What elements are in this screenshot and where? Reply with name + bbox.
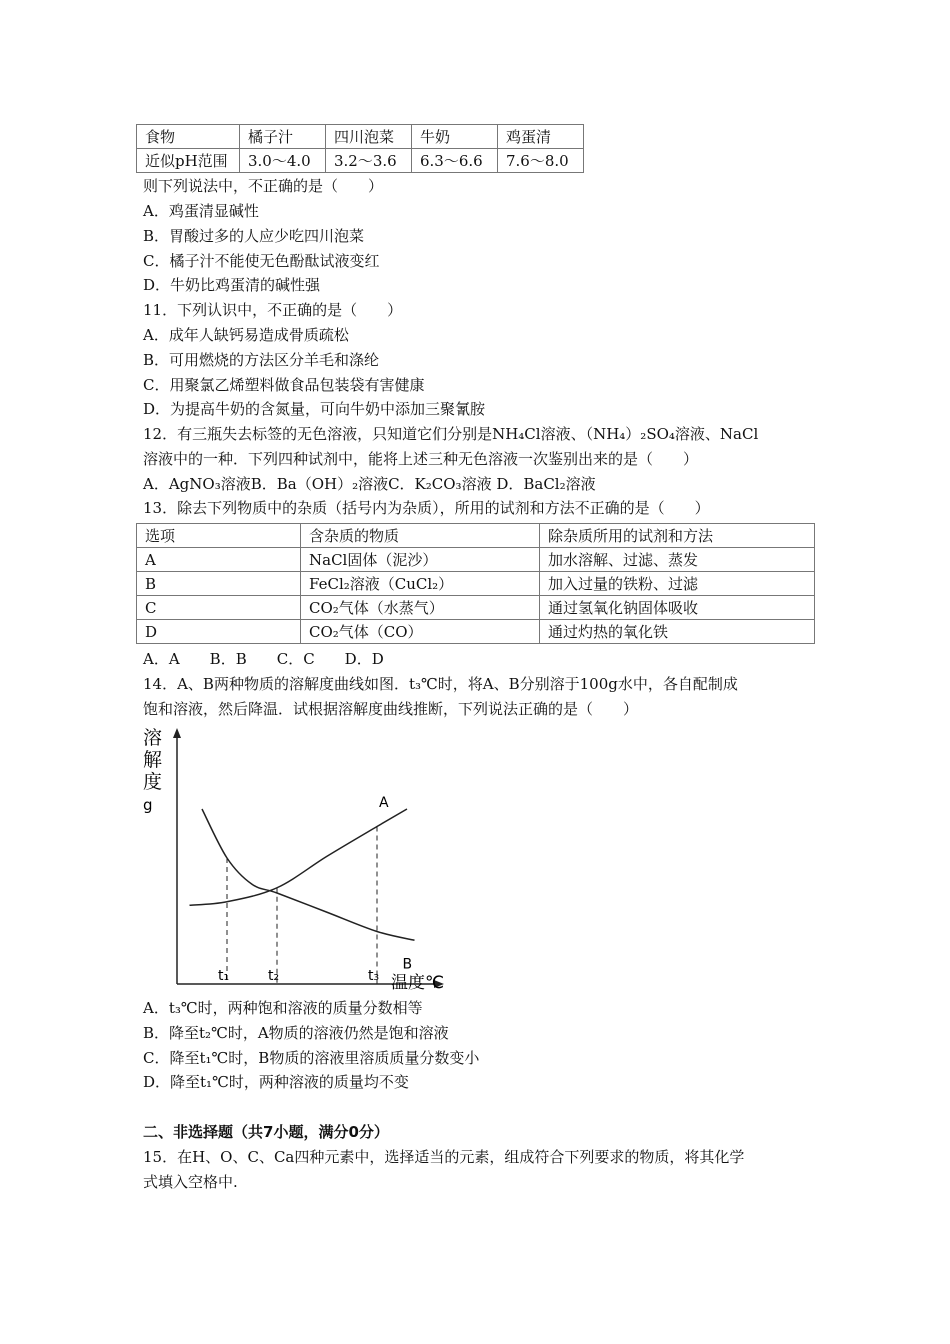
table-row bbox=[137, 596, 815, 620]
q10-option-b: B．胃酸过多的人应少吃四川泡菜 bbox=[143, 227, 365, 245]
solubility-chart bbox=[140, 722, 460, 992]
y-label-char: g bbox=[143, 796, 153, 814]
y-axis-arrow bbox=[173, 728, 181, 738]
q14-option-d: D．降至t₁℃时，两种溶液的质量均不变 bbox=[143, 1073, 409, 1091]
table-cell: 3.2～3.6 bbox=[326, 149, 412, 173]
table-cell: 近似pH范围 bbox=[137, 149, 240, 173]
table-row bbox=[137, 620, 815, 644]
q13-options: A．A B．B C．C D．D bbox=[143, 650, 384, 668]
table-cell: B bbox=[137, 572, 301, 596]
q15-line2: 式填入空格中. bbox=[143, 1173, 238, 1191]
q11-stem: 11．下列认识中，不正确的是（ ） bbox=[143, 301, 403, 319]
table-cell: 加入过量的铁粉、过滤 bbox=[540, 572, 815, 596]
section-title: 二、非选择题（共7小题，满分0分） bbox=[143, 1123, 389, 1141]
table-cell: 选项 bbox=[137, 524, 301, 548]
table-row bbox=[137, 572, 815, 596]
x-ticks bbox=[218, 968, 379, 984]
y-label-char: 溶 bbox=[143, 727, 163, 749]
q10-option-c: C．橘子汁不能使无色酚酞试液变红 bbox=[143, 252, 380, 270]
table-cell: 6.3～6.6 bbox=[412, 149, 498, 173]
table-cell: C bbox=[137, 596, 301, 620]
q14-line2: 饱和溶液，然后降温．试根据溶解度曲线推断，下列说法正确的是（ ） bbox=[143, 700, 639, 718]
y-label-char: 度 bbox=[143, 771, 163, 793]
y-axis-label bbox=[143, 727, 162, 814]
table-cell: D bbox=[137, 620, 301, 644]
q12-options: A．AgNO₃溶液B．Ba（OH）₂溶液C．K₂CO₃溶液 D．BaCl₂溶液 bbox=[143, 475, 596, 493]
ph-table bbox=[136, 124, 584, 173]
table-cell: 通过灼热的氧化铁 bbox=[540, 620, 815, 644]
table-cell: 含杂质的物质 bbox=[301, 524, 540, 548]
q10-option-a: A．鸡蛋清显碱性 bbox=[143, 202, 259, 220]
table-cell: 橘子汁 bbox=[240, 125, 326, 149]
q11-option-c: C．用聚氯乙烯塑料做食品包装袋有害健康 bbox=[143, 376, 425, 394]
q10-option-d: D．牛奶比鸡蛋清的碱性强 bbox=[143, 276, 321, 294]
x-axis-label: 温度℃ bbox=[391, 973, 445, 992]
table-cell: 3.0～4.0 bbox=[240, 149, 326, 173]
table-cell: CO₂气体（水蒸气） bbox=[301, 596, 540, 620]
table-cell: 鸡蛋清 bbox=[498, 125, 584, 149]
x-tick-label: t₁ bbox=[218, 968, 230, 984]
table-cell: A bbox=[137, 548, 301, 572]
table-cell: CO₂气体（CO） bbox=[301, 620, 540, 644]
table-row bbox=[137, 548, 815, 572]
y-label-char: 解 bbox=[143, 749, 163, 771]
q10-stem: 则下列说法中，不正确的是（ ） bbox=[143, 177, 384, 195]
table-row bbox=[137, 125, 584, 149]
table-cell: FeCl₂溶液（CuCl₂） bbox=[301, 572, 540, 596]
table-cell: 除杂质所用的试剂和方法 bbox=[540, 524, 815, 548]
table-cell: 7.6～8.0 bbox=[498, 149, 584, 173]
x-tick-label: t₃ bbox=[368, 968, 380, 984]
table-cell: 四川泡菜 bbox=[326, 125, 412, 149]
guide-lines bbox=[227, 827, 380, 985]
q14-option-c: C．降至t₁℃时，B物质的溶液里溶质质量分数变小 bbox=[143, 1049, 480, 1067]
table-cell: NaCl固体（泥沙） bbox=[301, 548, 540, 572]
q14-line1: 14．A、B两种物质的溶解度曲线如图．t₃℃时，将A、B分别溶于100g水中，各自配制成 bbox=[143, 675, 738, 693]
series-line-B bbox=[202, 809, 415, 940]
table-cell: 加水溶解、过滤、蒸发 bbox=[540, 548, 815, 572]
q11-option-d: D．为提高牛奶的含氮量，可向牛奶中添加三聚氰胺 bbox=[143, 400, 486, 418]
series-line-A bbox=[190, 809, 408, 905]
impurity-table bbox=[136, 523, 815, 644]
table-row bbox=[137, 149, 584, 173]
q14-option-b: B．降至t₂℃时，A物质的溶液仍然是饱和溶液 bbox=[143, 1024, 449, 1042]
table-cell: 食物 bbox=[137, 125, 240, 149]
series-label-A: A bbox=[379, 795, 389, 811]
q15-line1: 15．在H、O、C、Ca四种元素中，选择适当的元素，组成符合下列要求的物质，将其化学 bbox=[143, 1148, 745, 1166]
q12-line1: 12．有三瓶失去标签的无色溶液，只知道它们分别是NH₄Cl溶液、（NH₄）₂SO₄溶液、NaCl bbox=[143, 425, 759, 443]
q12-line2: 溶液中的一种．下列四种试剂中，能将上述三种无色溶液一次鉴别出来的是（ ） bbox=[143, 450, 699, 468]
q11-option-a: A．成年人缺钙易造成骨质疏松 bbox=[143, 326, 349, 344]
x-tick-label: t₂ bbox=[268, 968, 280, 984]
table-cell: 通过氢氧化钠固体吸收 bbox=[540, 596, 815, 620]
table-row bbox=[137, 524, 815, 548]
table-cell: 牛奶 bbox=[412, 125, 498, 149]
q14-option-a: A．t₃℃时，两种饱和溶液的质量分数相等 bbox=[143, 999, 423, 1017]
curves bbox=[190, 795, 415, 972]
q11-option-b: B．可用燃烧的方法区分羊毛和涤纶 bbox=[143, 351, 380, 369]
series-label-B: B bbox=[402, 956, 413, 973]
q13-stem: 13．除去下列物质中的杂质（括号内为杂质），所用的试剂和方法不正确的是（ ） bbox=[143, 499, 710, 517]
